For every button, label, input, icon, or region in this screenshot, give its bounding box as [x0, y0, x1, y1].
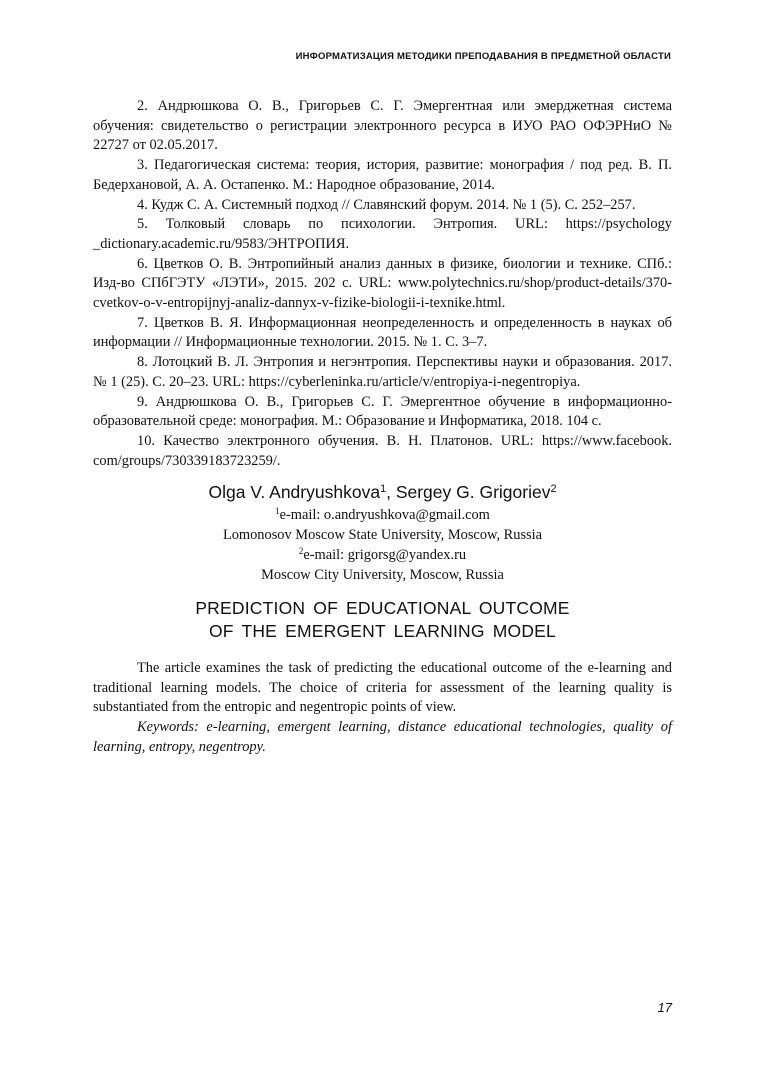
reference-item: 10. Качество электронного обучения. В. Н. Платонов. URL: https://www.facebook. com/groups/730339183723259/. — [93, 432, 672, 469]
reference-list — [93, 97, 672, 471]
author-name: Sergey G. Grigoriev — [395, 482, 551, 502]
abstract — [93, 659, 672, 758]
reference-item: 4. Кудж С. А. Системный подход // Славянский форум. 2014. № 1 (5). С. 252–257. — [137, 196, 636, 213]
reference-item: 8. Лотоцкий В. Л. Энтропия и негэнтропия. Перспективы науки и образования. 2017. № 1 (25). С. 20–23. URL: https://cyberleninka.ru/article/v/entropiya-i-negentropiya. — [93, 354, 672, 390]
abstract-text: The article examines the task of predicting the educational outcome of the e-learning and traditional learning models. The choice of criteria for assessment of the learning quality is substantiated from the entropic and negentropic points of view. — [93, 660, 672, 716]
reference-item: 9. Андрюшкова О. В., Григорьев С. Г. Эмергентное обучение в информационно-образовательной среде: монография. М.: Образование и Информатика, 2018. 104 с. — [93, 393, 672, 430]
author-block — [93, 480, 672, 585]
article-title-line: PREDICTION OF EDUCATIONAL OUTCOME — [195, 598, 570, 618]
running-header: ИНФОРМАТИЗАЦИЯ МЕТОДИКИ ПРЕПОДАВАНИЯ В ПРЕДМЕТНОЙ ОБЛАСТИ — [295, 51, 671, 62]
affiliation: Lomonosov Moscow State University, Moscow, Russia — [222, 527, 543, 543]
page-number: 17 — [657, 1000, 672, 1015]
reference-item: 5. Толковый словарь по психологии. Энтропия. URL: https://psychology _dictionary.academic.ru/9583/ЭНТРОПИЯ. — [93, 216, 672, 252]
email-text: e-mail: grigorsg@yandex.ru — [303, 547, 467, 563]
affiliation-marker: 1 — [380, 483, 387, 496]
author-separator: , — [386, 482, 396, 502]
reference-item: 3. Педагогическая система: теория, история, развитие: монография / под ред. В. П. Бедерхановой, А. А. Остапенко. М.: Народное образование, 2014. — [93, 157, 672, 193]
author-email — [93, 545, 672, 565]
author-email — [93, 505, 672, 525]
keywords: Keywords: e-learning, emergent learning, distance educational technologies, quality of learning, entropy, negentropy. — [93, 719, 672, 755]
reference-item: 6. Цветков О. В. Энтропийный анализ данных в физике, биологии и технике. СПб.: Изд-во СПбГЭТУ «ЛЭТИ», 2015. 202 с. URL: www.polytechnics.ru/shop/product-details/370-cvetkov-o-v-entropijnyj-analiz-dannyx-v-fizike-biologii-i-texnike.html. — [93, 255, 672, 312]
reference-item: 7. Цветков В. Я. Информационная неопределенность и определенность в науках об информации // Информационные технологии. 2015. № 1. С. 3–7. — [93, 314, 672, 351]
affiliation-marker: 2 — [298, 546, 304, 557]
reference-item: 2. Андрюшкова О. В., Григорьев С. Г. Эмергентная или эмерджетная система обучения: свидетельство о регистрации электронного ресурса в ИУО РАО ОФЭРНиО № 22727 от 02.05.2017. — [93, 98, 672, 154]
author-names — [93, 480, 672, 504]
article-title-line: OF THE EMERGENT LEARNING MODEL — [209, 621, 556, 641]
email-text: e-mail: o.andryushkova@gmail.com — [279, 507, 490, 523]
affiliation-marker: 1 — [275, 506, 280, 517]
affiliation: Moscow City University, Moscow, Russia — [261, 567, 504, 583]
article-title — [93, 597, 672, 643]
affiliation-marker: 2 — [550, 483, 557, 496]
author-name: Olga V. Andryushkova — [208, 482, 381, 502]
